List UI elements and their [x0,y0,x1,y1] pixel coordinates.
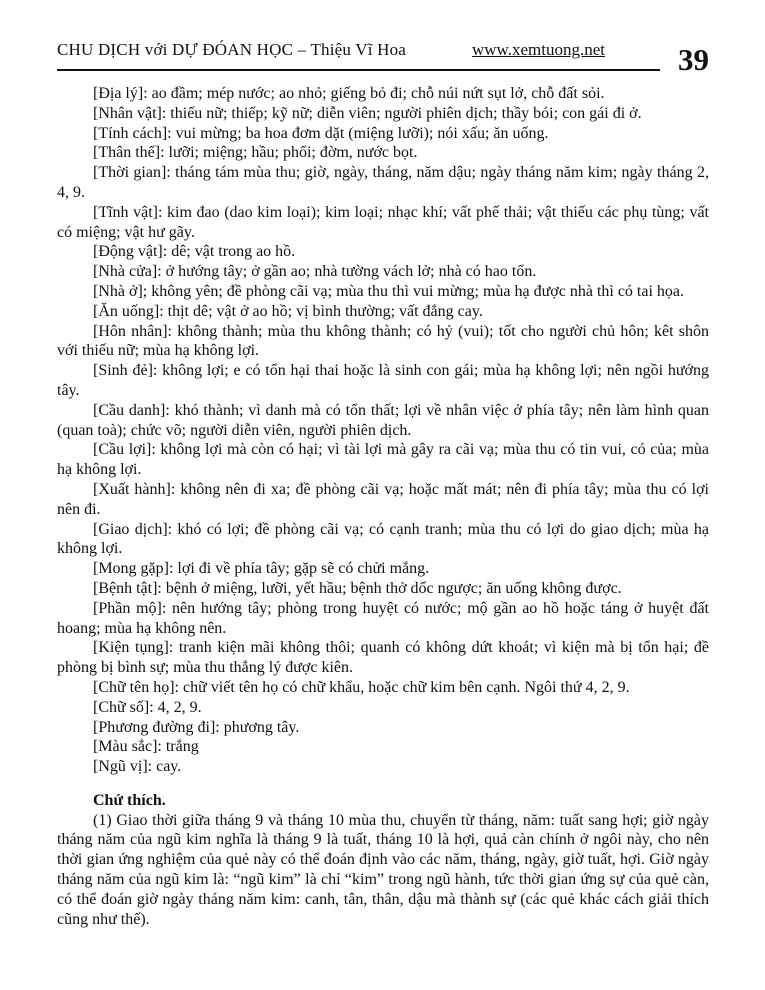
dict-entry-thoi-gian: [Thời gian]: tháng tám mùa thu; giờ, ngày, tháng, năm dậu; ngày tháng năm kim; ngày tháng 2, 4, 9. [57,164,709,201]
dict-entry-an-uong: [Ăn uống]: thịt dê; vật ở ao hồ; vị bình thường; vất đắng cay. [93,302,483,320]
book-title: CHU DỊCH với DỰ ĐÓAN HỌC – Thiệu Vĩ Hoa [57,40,407,59]
dict-entry-cau-loi: [Cầu lợi]: không lợi mà còn có hại; vì tài lợi mà gây ra cãi vạ; mùa thu có tin vui, có của; mùa hạ không lợi. [57,441,709,479]
dict-entry-ngu-vi: [Ngũ vị]: cay. [93,758,182,776]
dict-entry-tinh-vat: [Tĩnh vật]: kim đao (dao kim loại); kim loại; nhạc khí; vất phế thải; vật thiếu các phụ tùng; vất có miệng; vật hư gãy. [57,203,709,241]
notes-heading: Chứ thích. [93,791,166,809]
page-header [57,40,709,77]
dict-entry-nha-cua: [Nhà cửa]: ở hướng tây; ở gần ao; nhà tường vách lở; nhà có hao tổn. [93,263,537,281]
dict-entry-mong-gap: [Mong gặp]: lợi đi về phía tây; gặp sẽ có chửi mắng. [93,560,430,578]
dict-entry-dia-ly: [Địa lý]: ao đầm; mép nước; ao nhỏ; giếng bỏ đi; chỗ núi nứt sụt lở, chỗ đất sỏi. [93,85,605,102]
dict-entry-cau-danh: [Cầu danh]: khó thành; vì danh mà có tổn thất; lợi về nhân việc ở phía tây; nên làm hình quan (quan toà); chức võ; người diễn viên, người phiên dịch. [57,401,709,439]
dict-entry-chu-ten-ho: [Chữ tên họ]: chữ viết tên họ có chữ khẩu, hoặc chữ kim bên cạnh. Ngôi thứ 4, 2, 9. [93,678,630,696]
dict-entry-hon-nhan: [Hôn nhân]: không thành; mùa thu không thành; có hỷ (vui); tốt cho người chủ hôn; kêt shôn với thiếu nữ; mùa hạ không lợi. [57,322,709,360]
dictionary-entries [57,84,709,777]
header-rule [57,40,660,71]
page-number: 39 [678,42,709,77]
dict-entry-mau-sac: [Màu sắc]: trắng [93,738,199,756]
dict-entry-nhan-vat: [Nhân vật]: thiếu nữ; thiếp; kỹ nữ; diễn viên; người phiên dịch; thầy bói; con gái đi ở. [93,104,642,122]
dict-entry-tinh-cach: [Tính cách]: vui mừng; ba hoa đơm dặt (miệng lưỡi); nói xấu; ăn uống. [93,124,549,142]
dict-entry-dong-vat: [Động vật]: dê; vật trong ao hồ. [93,243,296,261]
dict-entry-benh-tat: [Bệnh tật]: bệnh ở miệng, lưỡi, yết hầu; bệnh thở dốc ngược; ăn uống không được. [93,579,622,597]
dict-entry-phan-mo: [Phần mộ]: nên hướng tây; phòng trong huyệt có nước; mộ gần ao hồ hoặc táng ở huyệt đất hoang; mùa hạ không nên. [57,599,709,637]
dict-entry-sinh-de: [Sinh đẻ]: không lợi; e có tổn hại thai hoặc là sinh con gái; mùa hạ không lợi; nên ngồi hướng tây. [57,362,709,399]
dict-entry-phuong-duong-di: [Phương đường đi]: phương tây. [93,718,300,736]
dict-entry-xuat-hanh: [Xuất hành]: không nên đi xa; đề phòng cãi vạ; hoặc mất mát; nên đi phía tây; mùa thu có lợi nên đi. [57,480,709,518]
dict-entry-chu-so: [Chữ số]: 4, 2, 9. [93,698,202,716]
dict-entry-than-the: [Thân thể]: lưỡi; miệng; hầu; phổi; đờm, nước bọt. [93,144,418,162]
dict-entry-nha-o: [Nhà ở]; không yên; đề phòng cãi vạ; mùa thu thì vui mừng; mùa hạ được nhà thì có tai họa. [93,282,685,300]
notes-paragraph: (1) Giao thời giữa tháng 9 và tháng 10 mùa thu, chuyển từ tháng, năm: tuất sang hợi; giờ ngày tháng năm của ngũ kim nghĩa là tháng 9 là tuất, tháng 10 là hợi, quả càn chính ở ngôi này, cho nên thời gian ứng nghiệm của quẻ này có thể đoán định vào các năm, tháng, ngày, giờ tuất, hợi. Giờ ngày tháng năm của ngũ kim là: “ngũ kim” là chỉ “kim” trong ngũ hành, tức thời gian ứng sự của quẻ càn, có thể đoán giờ ngày tháng năm kim: canh, tân, thân, dậu mà thành sự (các quẻ khác cách giải thích cũng như thế). [57,811,709,928]
website-link: www.xemtuong.net [472,40,605,59]
dict-entry-giao-dich: [Giao dịch]: khó có lợi; đề phòng cãi vạ; có cạnh tranh; mùa thu có lợi do giao dịch; mùa hạ không lợi. [57,520,709,558]
dict-entry-kien-tung: [Kiện tụng]: tranh kiện mãi không thôi; quanh có không dứt khoát; vì kiện mà bị tổn hại; đề phòng bị bình sự; mùa thu thắng lý được kiên. [57,639,709,677]
